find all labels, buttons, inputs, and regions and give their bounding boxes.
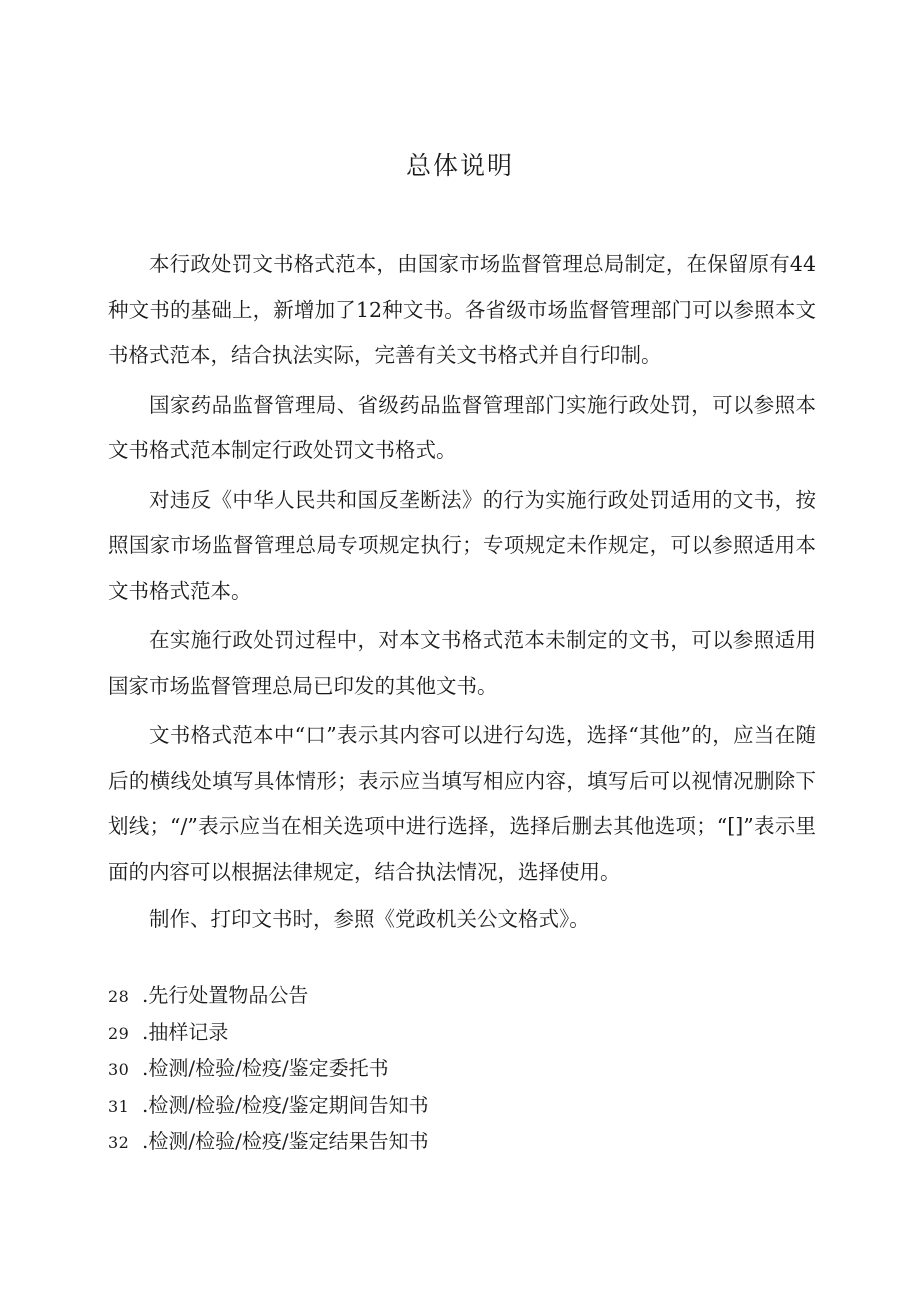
list-item-number: 32 [108, 1133, 130, 1152]
list-item-number: 29 [108, 1023, 130, 1043]
list-item-label: .检测/检验/检疫/鉴定期间告知书 [142, 1092, 429, 1117]
paragraph-other-documents: 在实施行政处罚过程中，对本文书格式范本未制定的文书，可以参照适用国家市场监督管理总局已印发的其他文书。 [108, 628, 816, 698]
document-list [108, 978, 816, 1161]
list-item [108, 1051, 816, 1088]
paragraph-scope: 本行政处罚文书格式范本，由国家市场监督管理总局制定，在保留原有44种文书的基础上，新增加了12种文书。各省级市场监督管理部门可以参照本文书格式范本，结合执法实际，完善有关文书格式并自行印制。 [108, 252, 816, 367]
list-item-label: .检测/检验/检疫/鉴定结果告知书 [142, 1129, 429, 1153]
list-item-number: 30 [108, 1060, 130, 1079]
list-item [108, 1124, 816, 1161]
list-item-label: .检测/检验/检疫/鉴定委托书 [142, 1056, 389, 1080]
paragraph-symbols: 文书格式范本中“口”表示其内容可以进行勾选，选择“其他”的，应当在随后的横线处填写具体情形；表示应当填写相应内容，填写后可以视情况删除下划线；“/”表示应当在相关选项中进行选择，选择后删去其他选项；“[]”表示里面的内容可以根据法律规定，结合执法情况，选择使用。 [108, 723, 816, 884]
document-body [108, 242, 816, 943]
list-item-label: .先行处置物品公告 [142, 983, 309, 1007]
document-title: 总体说明 [405, 151, 514, 180]
list-item [108, 978, 816, 1015]
list-item-label: .抽样记录 [142, 1019, 229, 1044]
list-item [108, 1088, 816, 1125]
list-item-number: 28 [108, 987, 130, 1006]
paragraph-drug-administration: 国家药品监督管理局、省级药品监督管理部门实施行政处罚，可以参照本文书格式范本制定行政处罚文书格式。 [108, 392, 816, 462]
paragraph-printing: 制作、打印文书时，参照《党政机关公文格式》。 [149, 907, 590, 931]
list-item [108, 1015, 816, 1052]
list-item-number: 31 [108, 1096, 130, 1116]
paragraph-antimonopoly: 对违反《中华人民共和国反垄断法》的行为实施行政处罚适用的文书，按照国家市场监督管理总局专项规定执行；专项规定未作规定，可以参照适用本文书格式范本。 [108, 487, 816, 603]
